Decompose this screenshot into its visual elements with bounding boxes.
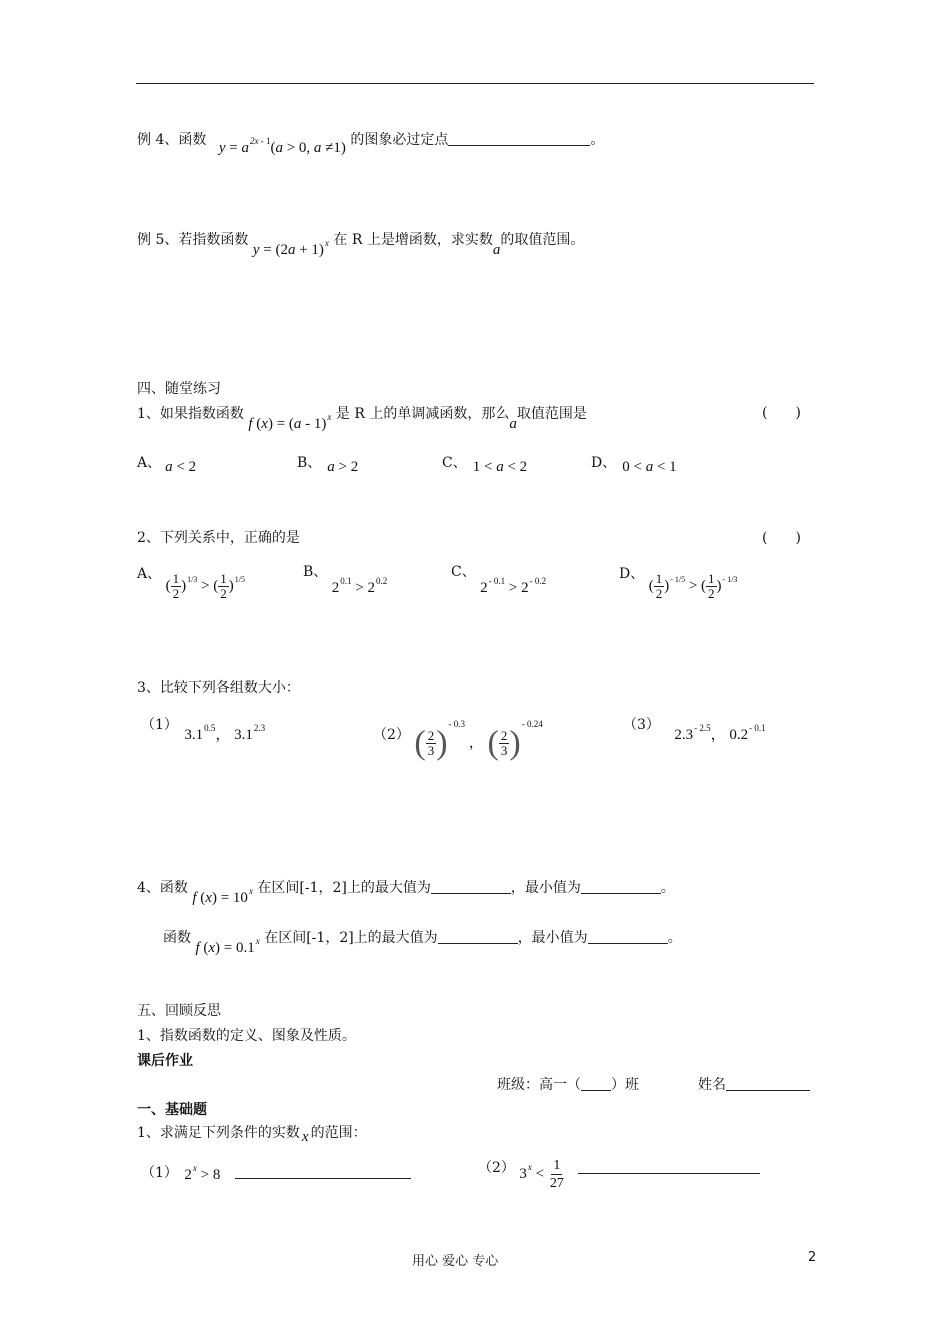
q1-option-d[interactable]: D、 0 < a < 1 — [591, 455, 677, 475]
q4-min-blank-1[interactable] — [581, 879, 661, 894]
section-5-title: 五、回顾反思 — [137, 1003, 221, 1019]
class-info: 班级：高一（ ）班 — [497, 1077, 639, 1093]
question-4-line-1: 4、函数 f $(x) = 10^x$ 在区间[-1，2]上的最大值为 ，最小值为 。 — [137, 880, 675, 906]
section-4-title: 四、随堂练习 — [137, 381, 221, 397]
homework-sub-2-blank[interactable] — [578, 1159, 760, 1174]
name-blank[interactable] — [726, 1076, 810, 1091]
question-1-answer-paren[interactable]: ( ) — [762, 405, 801, 421]
q1-option-c[interactable]: C、 1 < a < 2 — [442, 455, 528, 475]
question-4-formula-1: f $(x) = 10^x$ — [192, 886, 253, 906]
example-5-formula: $y = (2a + 1)^x$ — [252, 238, 329, 258]
question-2: 2、下列关系中，正确的是 — [137, 530, 300, 546]
q2-option-a[interactable]: A、 ( $\frac{1}{2}$ )$^{1/3}$ > ( $\frac{1}{2}$ )$^{1/5}$ — [137, 565, 246, 601]
question-1: 1、如果指数函数 f (x) = (a - 1)$^x$ 是 R 上的单调减函数，那么a取值范围是 — [137, 406, 587, 432]
homework-title: 课后作业 — [137, 1053, 193, 1069]
example-4: 例 4、函数 $y = a^{2x - 1}(a > 0$, a ≠1) 的图象必过定点 。 — [137, 132, 605, 156]
homework-question-1: 1、求满足下列条件的实数 x 的范围： — [137, 1125, 367, 1145]
question-1-formula: f (x) = (a - 1)$^x$ — [248, 412, 332, 432]
homework-sub-1-blank[interactable] — [235, 1164, 411, 1179]
q1-option-b[interactable]: B、 a > 2 — [297, 455, 359, 475]
q2-option-b[interactable]: B、 $2^{0.1} > 2^{0.2}$ — [303, 564, 388, 596]
q4-min-blank-2[interactable] — [588, 929, 668, 944]
question-4-formula-2: f $(x) = 0.1^x$ — [195, 936, 260, 956]
basic-section-title: 一、基础题 — [137, 1102, 207, 1118]
q3-item-3: （3） $2.3^{- 2.5}$， $0.2^{- 0.1}$ — [623, 717, 766, 743]
header-rule — [136, 83, 814, 84]
q3-item-2: （2） ( $\frac{2}{3}$ )$^{- 0.3}$ ， ( $\frac{2}{3}$ )$^{- 0.24}$ — [373, 719, 543, 762]
section-5-item-1: 1、指数函数的定义、图象及性质。 — [137, 1028, 356, 1044]
homework-sub-1: （1） $2^x > 8$ — [141, 1161, 411, 1182]
example-4-formula: $y = a^{2x - 1}(a > 0$, a ≠1) — [218, 136, 346, 156]
q1-option-a[interactable]: A、 a < 2 — [137, 455, 197, 475]
q4-max-blank-2[interactable] — [438, 929, 518, 944]
example-4-tail: 的图象必过定点 — [350, 132, 449, 148]
q4-max-blank-1[interactable] — [431, 879, 511, 894]
question-4-line-2: 函数 f $(x) = 0.1^x$ 在区间[-1，2]上的最大值为 ，最小值为 。 — [163, 930, 682, 956]
q3-item-1: （1） $3.1^{0.5}$， $3.1^{2.3}$ — [141, 717, 266, 743]
page-number: 2 — [808, 1250, 817, 1265]
q2-option-d[interactable]: D、 ( $\frac{1}{2}$ )$^{- 1/5}$ > ( $\frac{1}{2}$ )$^{- 1/3}$ — [619, 565, 738, 601]
example-4-label: 例 4、函数 — [137, 132, 207, 148]
example-5: 例 5、若指数函数 $y = (2a + 1)^x$ 在 R 上是增函数，求实数a的取值范围。 — [137, 232, 585, 258]
homework-sub-2: （2） $3^x$ < $\frac{1}{27}$ — [478, 1153, 760, 1188]
question-2-answer-paren[interactable]: ( ) — [762, 530, 801, 546]
footer-motto: 用心 爱心 专心 — [412, 1254, 499, 1269]
question-3: 3、比较下列各组数大小： — [137, 680, 300, 696]
student-name: 姓名 — [698, 1074, 810, 1094]
example-4-blank[interactable] — [448, 131, 590, 146]
class-blank[interactable] — [581, 1076, 611, 1091]
q2-option-c[interactable]: C、 $2^{- 0.1} > 2^{- 0.2}$ — [451, 564, 547, 596]
example-5-label: 例 5、若指数函数 — [137, 232, 249, 248]
